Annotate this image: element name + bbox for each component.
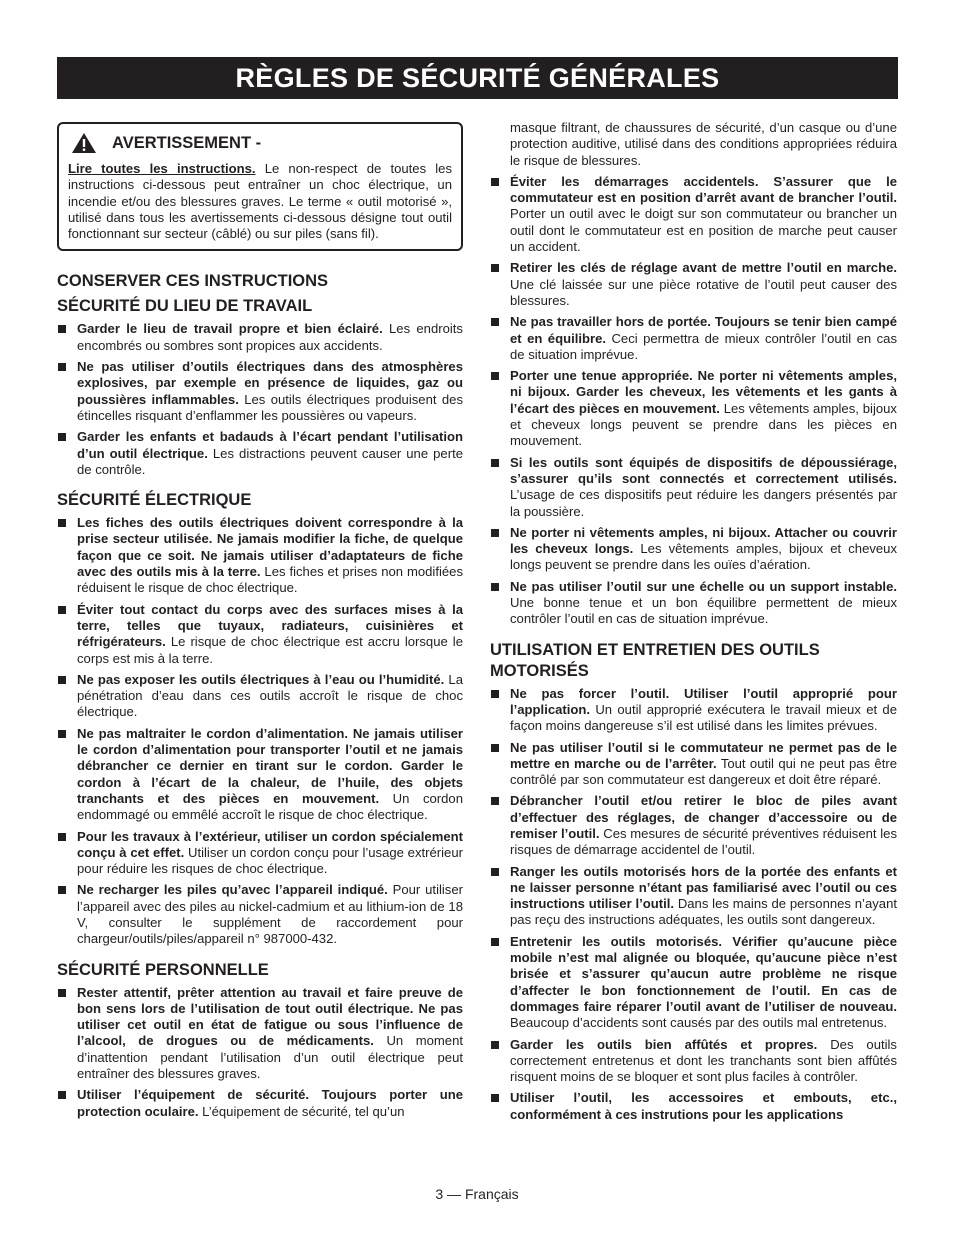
list-item: Ne porter ni vêtements amples, ni bijoux. Attacher ou couvrir les cheveux longs. Les vêtements amples, bijoux et cheveux longs peuvent se prendre dans les ouïes d’aération. bbox=[490, 525, 897, 574]
list-item: Si les outils sont équipés de dispositifs de dépoussiérage, s’assurer qu’ils sont connectés et correctement utilisés. L’usage de ces dispositifs peut réduire les dangers présentés par la poussière. bbox=[490, 455, 897, 520]
heading-lieu: SÉCURITÉ DU LIEU DE TRAVAIL bbox=[57, 297, 313, 316]
list-item: Ne pas maltraiter le cordon d’alimentation. Ne jamais utiliser le cordon d’alimentation pour transporter l’outil et ne jamais débrancher ce dernier en tirant sur le cordon. Garder le cordon à l’écart de la chaleur, de l’huile, des objets tranchants et des pièces en mouvement. Un cordon endommagé ou emmêlé accroît le risque de choc électrique. bbox=[57, 726, 463, 824]
list-item: Ne pas forcer l’outil. Utiliser l’outil approprié pour l’application. Un outil approprié exécutera le travail mieux et de façon moins dangereuse s’il est utilisé dans les limites prévues. bbox=[490, 686, 897, 735]
warning-body bbox=[68, 161, 452, 242]
list-utilisation bbox=[490, 686, 897, 1123]
list-item: Ne pas utiliser d’outils électriques dans des atmosphères explosives, par exemple en présence de liquides, gaz ou poussières inflammables. Les outils électriques produisent des étincelles risquant d’enflammer les poussières ou vapeurs. bbox=[57, 359, 463, 424]
list-item: Les fiches des outils électriques doivent correspondre à la prise secteur utilisée. Ne jamais modifier la fiche, de quelque façon que ce soit. Ne jamais utiliser d’adaptateurs de fiche avec des outils mis à la terre. Les fiches et prises non modifiées réduisent le risque de choc électrique. bbox=[57, 515, 463, 596]
list-item: Garder les enfants et badauds à l’écart pendant l’utilisation d’un outil électrique. Les distractions peuvent causer une perte de contrôle. bbox=[57, 429, 463, 478]
list-item: Débrancher l’outil et/ou retirer le bloc de piles avant d’effectuer des réglages, de changer d’accessoire ou de remiser l’outil. Ces mesures de sécurité préventives réduisent les risques de démarrage accidentel de l’outil. bbox=[490, 793, 897, 858]
list-item: Rester attentif, prêter attention au travail et faire preuve de bon sens lors de l’utilisation de tout outil électrique. Ne pas utiliser cet outil en état de fatigue ou sous l’influence de l’alcool, de drogues ou de médicaments. Un moment d’inattention pendant l’utilisation d’un outil électrique peut entraîner des blessures graves. bbox=[57, 985, 463, 1083]
page-title: RÈGLES DE SÉCURITÉ GÉNÉRALES bbox=[57, 57, 898, 99]
list-item: Pour les travaux à l’extérieur, utiliser un cordon spécialement conçu à cet effet. Utiliser un cordon conçu pour l’usage extrérieur pour réduire les risques de choc électrique. bbox=[57, 829, 463, 878]
list-item: Ne pas utiliser l’outil sur une échelle ou un support instable. Une bonne tenue et un bon équilibre permettent de mieux contrôler l’outil en cas de situation imprévue. bbox=[490, 579, 897, 628]
page-footer: 3 — Français bbox=[435, 1186, 519, 1202]
continued-paragraph: masque filtrant, de chaussures de sécurité, d’un casque ou d’une protection auditive, utilisé dans des conditions appropriées réduira le risque de blessures. bbox=[510, 120, 897, 168]
list-electrique bbox=[57, 515, 463, 947]
right-column bbox=[490, 120, 897, 1128]
list-personnelle-cont bbox=[490, 174, 897, 628]
list-item: Garder les outils bien affûtés et propres. Des outils correctement entretenus et dont les tranchants sont bien affûtés risquent moins de se bloquer et sont plus faciles à contrôler. bbox=[490, 1037, 897, 1086]
list-item: Utiliser l’équipement de sécurité. Toujours porter une protection oculaire. L’équipement de sécurité, tel qu’un bbox=[57, 1087, 463, 1120]
heading-utilisation: UTILISATION ET ENTRETIEN DES OUTILS MOTORISÉS bbox=[490, 640, 820, 680]
list-lieu bbox=[57, 321, 463, 478]
list-item: Ne pas exposer les outils électriques à l’eau ou l’humidité. La pénétration d’eau dans ces outils accroît le risque de choc électrique. bbox=[57, 672, 463, 721]
list-item: Éviter les démarrages accidentels. S’assurer que le commutateur est en position d’arrêt avant de brancher l’outil. Porter un outil avec le doigt sur son commutateur ou brancher un outil dont le commutateur est en position de marche peut causer un accident. bbox=[490, 174, 897, 255]
list-personnelle bbox=[57, 985, 463, 1120]
list-item: Ranger les outils motorisés hors de la portée des enfants et ne laisser personne n’étant pas familiarisé avec l’outil ou ces instructions utiliser l’outil. Dans les mains de personnes n’ayant pas reçu des instructions adéquates, les outils sont dangereux. bbox=[490, 864, 897, 929]
warning-text: Le non-respect de toutes les instructions ci-dessous peut entraîner un choc électrique, un incendie et/ou des blessures graves. Le terme « outil motorisé », utilisé dans tous les avertissements ci-dessous désigne tout outil fonctionnant sur secteur (câblé) ou sur piles (sans fil). bbox=[68, 161, 453, 242]
list-item: Garder le lieu de travail propre et bien éclairé. Les endroits encombrés ou sombres sont propices aux accidents. bbox=[57, 321, 463, 354]
warning-header bbox=[68, 132, 452, 154]
list-item: Ne pas travailler hors de portée. Toujours se tenir bien campé et en équilibre. Ceci permettra de mieux contrôler l’outil en cas de situation imprévue. bbox=[490, 314, 897, 363]
list-item: Ne pas utiliser l’outil si le commutateur ne permet pas de le mettre en marche ou de l’arrêter. Tout outil qui ne peut pas être contrôlé par son commutateur est dangereux et doit être réparé. bbox=[490, 740, 897, 789]
warning-lead: Lire toutes les instructions. bbox=[68, 161, 256, 176]
list-item: Retirer les clés de réglage avant de mettre l’outil en marche. Une clé laissée sur une pièce rotative de l’outil peut causer des blessures. bbox=[490, 260, 897, 309]
left-column bbox=[57, 122, 463, 1125]
warning-triangle-icon bbox=[71, 132, 97, 154]
list-item: Entretenir les outils motorisés. Vérifier qu’aucune pièce mobile n’est mal alignée ou bloquée, qu’aucune pièce n’est brisée et s’assurer qu’aucun autre problème ne risque d’affecter le bon fonctionnement de l’outil. En cas de dommages faire réparer l’outil avant de l’utiliser de nouveau. Beaucoup d’accidents sont causés par des outils mal entretenus. bbox=[490, 934, 897, 1032]
list-item: Utiliser l’outil, les accessoires et embouts, etc., conformément à ces instrutions pour les applications bbox=[490, 1090, 897, 1123]
warning-box bbox=[57, 122, 463, 251]
heading-electrique: SÉCURITÉ ÉLECTRIQUE bbox=[57, 491, 252, 510]
heading-personnelle: SÉCURITÉ PERSONNELLE bbox=[57, 960, 269, 979]
warning-title: AVERTISSEMENT - bbox=[112, 133, 262, 152]
heading-conserver: CONSERVER CES INSTRUCTIONS bbox=[57, 272, 329, 291]
list-item: Éviter tout contact du corps avec des surfaces mises à la terre, telles que tuyaux, radiateurs, cuisinières et réfrigérateurs. Le risque de choc électrique est accru lorsque le corps est mis à la terre. bbox=[57, 602, 463, 667]
list-item: Ne recharger les piles qu’avec l’appareil indiqué. Pour utiliser l’appareil avec des piles au nickel-cadmium et au lithium-ion de 18 V, consulter le supplément de raccordement pour chargeur/outils/piles/appareil n° 987000-432. bbox=[57, 882, 463, 947]
list-item: Porter une tenue appropriée. Ne porter ni vêtements amples, ni bijoux. Garder les cheveux, les vêtements et les gants à l’écart des pièces en mouvement. Les vêtements amples, bijoux et cheveux longs peuvent se prendre dans les pièces en mouvement. bbox=[490, 368, 897, 449]
